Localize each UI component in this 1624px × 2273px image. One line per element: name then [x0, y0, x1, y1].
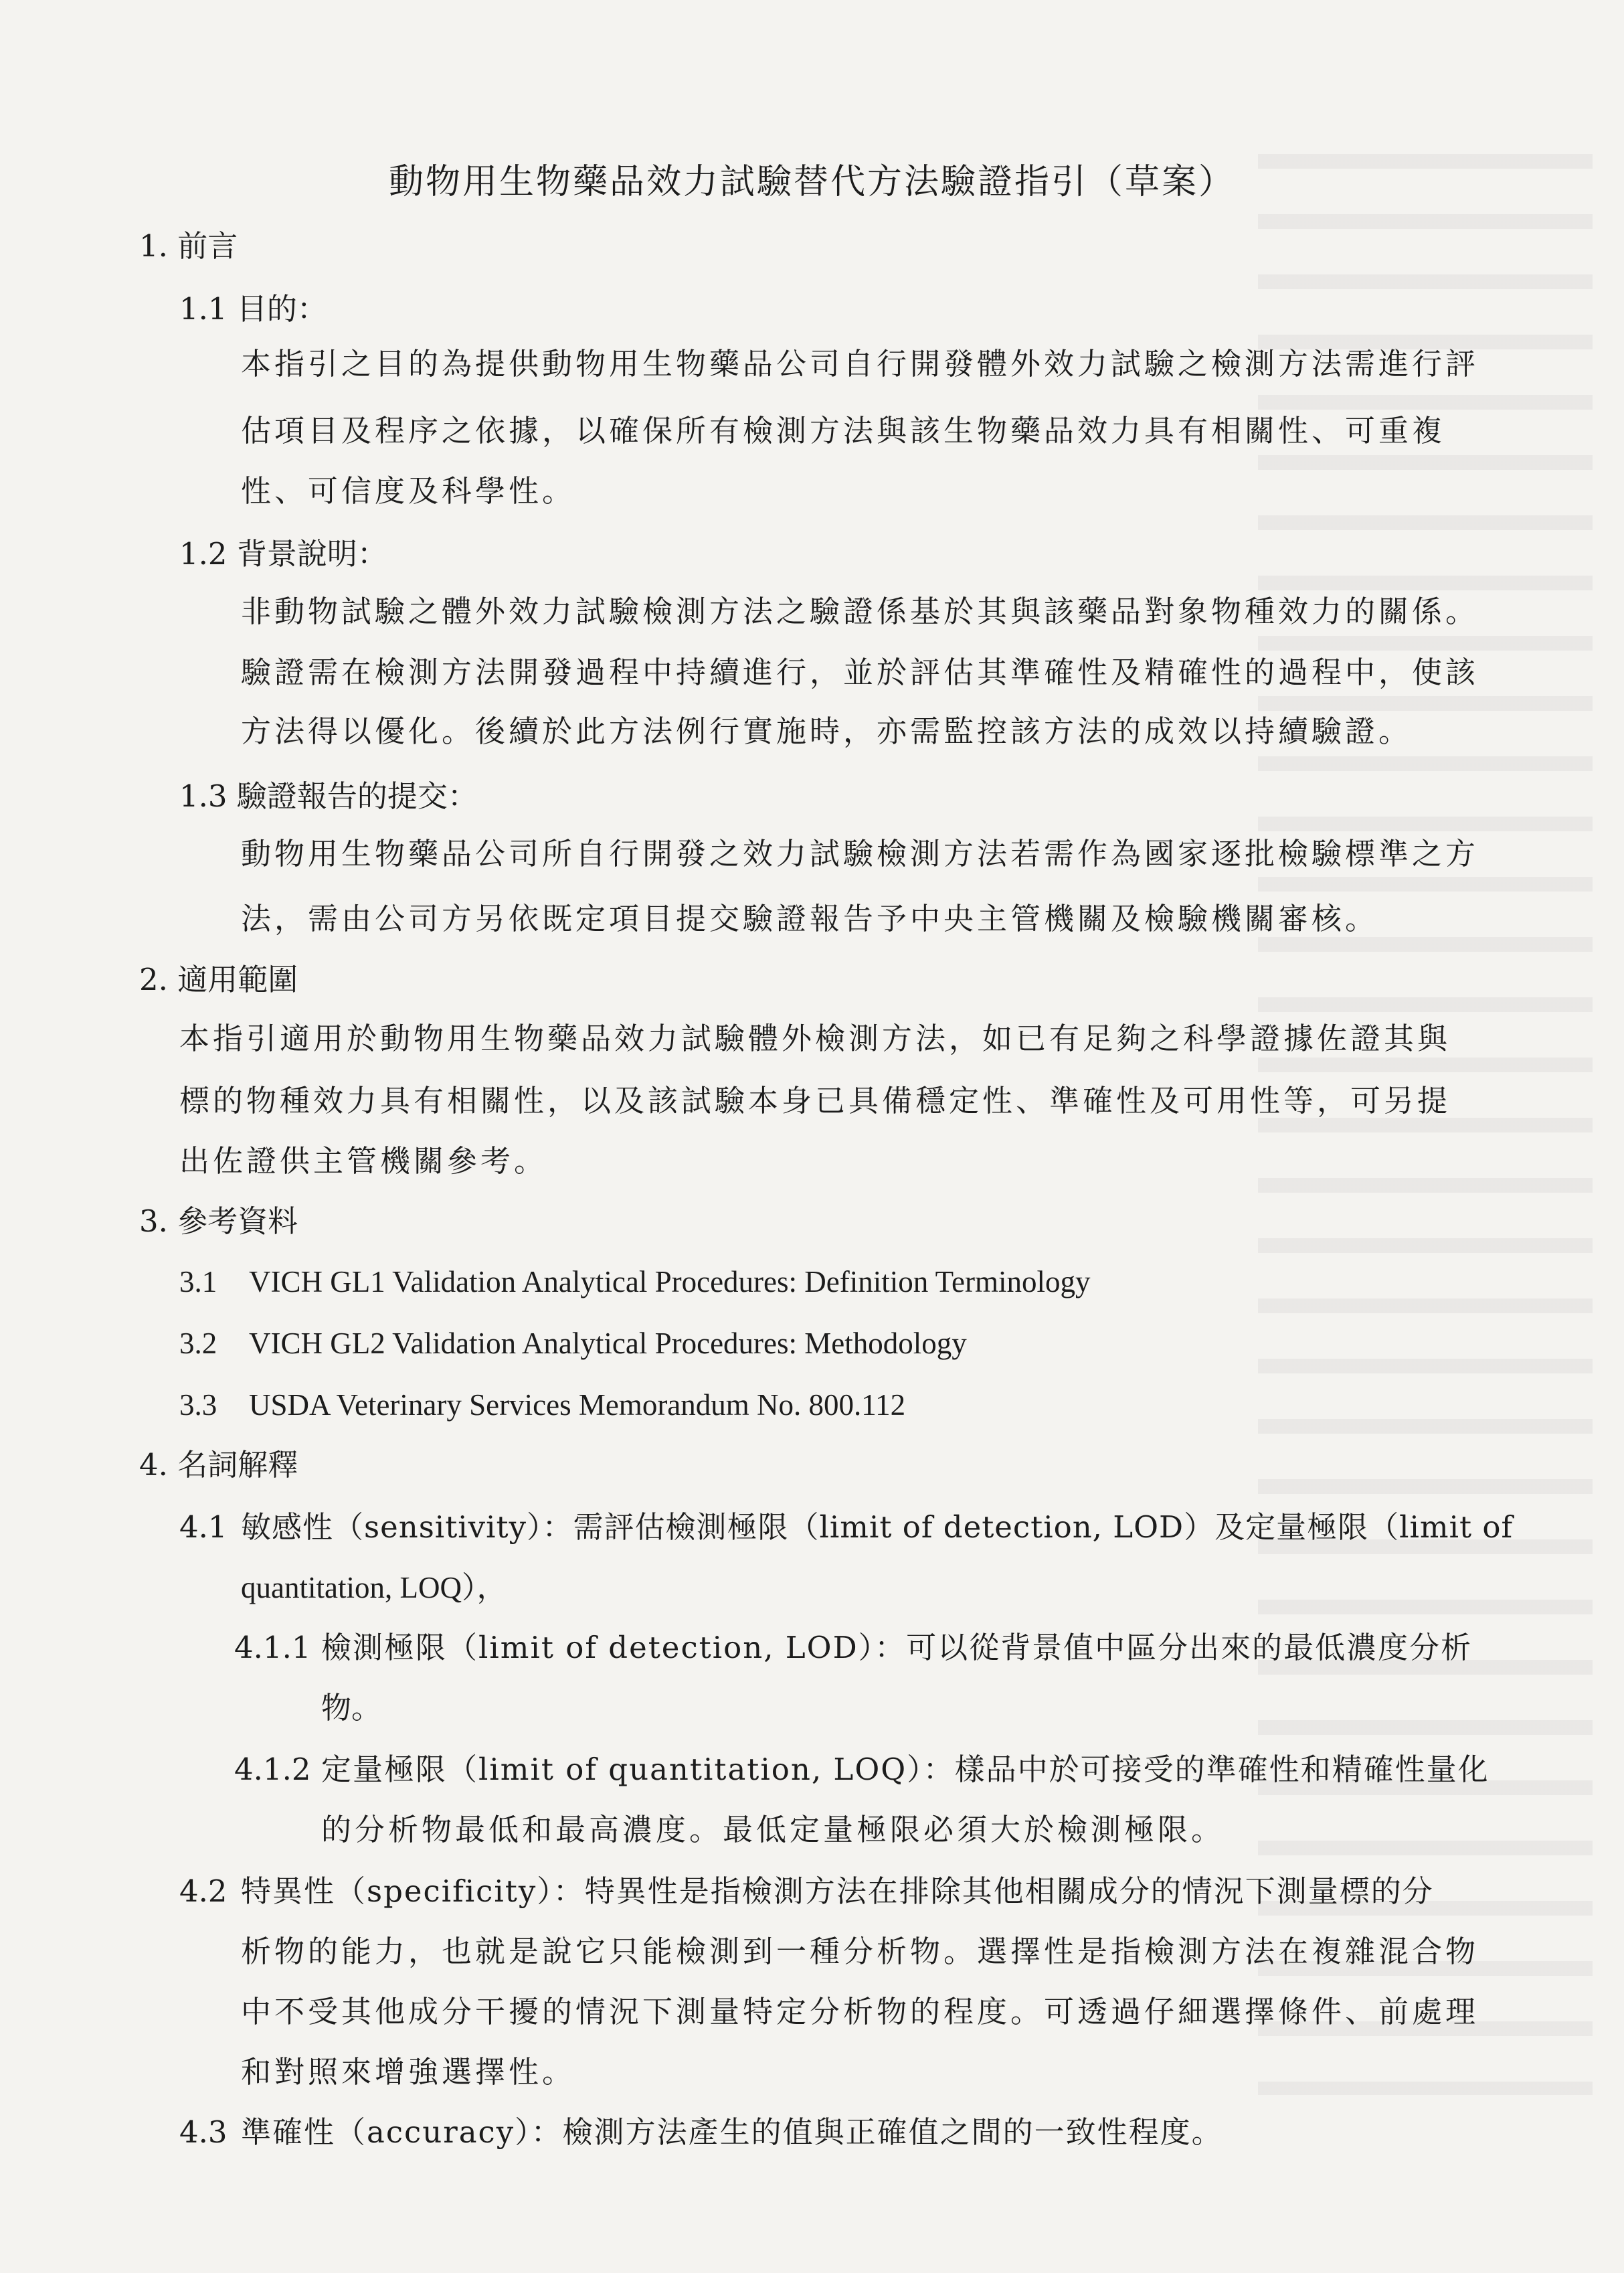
section-1-1-line: 本指引之目的為提供動物用生物藥品公司自行開發體外效力試驗之檢測方法需進行評	[241, 346, 1479, 382]
term-4-1-1-line: 物。	[321, 1690, 382, 1725]
term-4-2-line: 特異性（specificity）：特異性是指檢測方法在排除其他相關成分的情況下測量標的分	[241, 1873, 1434, 1909]
term-4-2-number: 4.2	[179, 1873, 228, 1909]
section-1-1-line: 性、可信度及科學性。	[241, 473, 576, 509]
section-2-line: 標的物種效力具有相關性，以及該試驗本身已具備穩定性、準確性及可用性等，可另提	[179, 1083, 1451, 1118]
reference-text: USDA Veterinary Services Memorandum No. 800.112	[249, 1388, 906, 1422]
term-4-2-line: 和對照來增強選擇性。	[241, 2054, 576, 2090]
term-4-1-1-line: 檢測極限（limit of detection, LOD）：可以從背景值中區分出來的最低濃度分析	[321, 1630, 1473, 1665]
term-4-3-number: 4.3	[179, 2114, 228, 2150]
term-4-3-line: 準確性（accuracy）：檢測方法產生的值與正確值之間的一致性程度。	[241, 2114, 1223, 2150]
section-2-line: 本指引適用於動物用生物藥品效力試驗體外檢測方法，如已有足夠之科學證據佐證其與	[179, 1021, 1451, 1056]
term-4-1-line: quantitation, LOQ），	[241, 1571, 507, 1604]
reference-number: 3.3	[179, 1388, 217, 1422]
section-1-heading: 1. 前言	[139, 228, 238, 264]
document-title: 動物用生物藥品效力試驗替代方法驗證指引（草案）	[388, 162, 1235, 202]
term-4-1-1-number: 4.1.1	[234, 1630, 311, 1665]
section-1-2-line: 驗證需在檢測方法開發過程中持續進行，並於評估其準確性及精確性的過程中，使該	[241, 655, 1479, 690]
section-1-1-line: 估項目及程序之依據，以確保所有檢測方法與該生物藥品效力具有相關性、可重複	[241, 413, 1446, 448]
term-4-1-2-line: 定量極限（limit of quantitation, LOQ）：樣品中於可接受的準確性和精確性量化	[321, 1752, 1490, 1787]
section-1-3-heading: 1.3 驗證報告的提交：	[179, 778, 478, 814]
section-1-3-line: 動物用生物藥品公司所自行開發之效力試驗檢測方法若需作為國家逐批檢驗標準之方	[241, 836, 1479, 871]
section-2-heading: 2. 適用範圍	[139, 962, 298, 997]
section-1-3-line: 法，需由公司方另依既定項目提交驗證報告予中央主管機關及檢驗機關審核。	[241, 901, 1379, 936]
section-4-heading: 4. 名詞解釋	[139, 1447, 298, 1483]
section-3-heading: 3. 參考資料	[139, 1203, 298, 1239]
section-1-2-heading: 1.2 背景說明：	[179, 536, 387, 572]
reference-text: VICH GL2 Validation Analytical Procedures: Methodology	[249, 1327, 967, 1360]
reference-item	[179, 1322, 967, 1365]
section-1-1-heading: 1.1 目的：	[179, 291, 327, 327]
term-4-2-line: 中不受其他成分干擾的情況下測量特定分析物的程度。可透過仔細選擇條件、前處理	[241, 1994, 1479, 2029]
term-4-2-line: 析物的能力，也就是說它只能檢測到一種分析物。選擇性是指檢測方法在複雜混合物	[241, 1934, 1479, 1969]
section-2-line: 出佐證供主管機關參考。	[179, 1143, 548, 1179]
term-4-1-number: 4.1	[179, 1509, 228, 1545]
reference-number: 3.2	[179, 1327, 217, 1360]
reference-item	[179, 1260, 1090, 1303]
term-4-1-2-line: 的分析物最低和最高濃度。最低定量極限必須大於檢測極限。	[321, 1812, 1225, 1847]
reference-item	[179, 1383, 905, 1426]
term-4-1-2-number: 4.1.2	[234, 1752, 311, 1787]
term-4-1-line: 敏感性（sensitivity）：需評估檢測極限（limit of detection, LOD）及定量極限（limit of	[241, 1509, 1514, 1545]
reference-text: VICH GL1 Validation Analytical Procedures: Definition Terminology	[249, 1265, 1091, 1298]
section-1-2-line: 非動物試驗之體外效力試驗檢測方法之驗證係基於其與該藥品對象物種效力的關係。	[241, 594, 1479, 629]
reference-number: 3.1	[179, 1265, 217, 1298]
section-1-2-line: 方法得以優化。後續於此方法例行實施時，亦需監控該方法的成效以持續驗證。	[241, 713, 1413, 749]
